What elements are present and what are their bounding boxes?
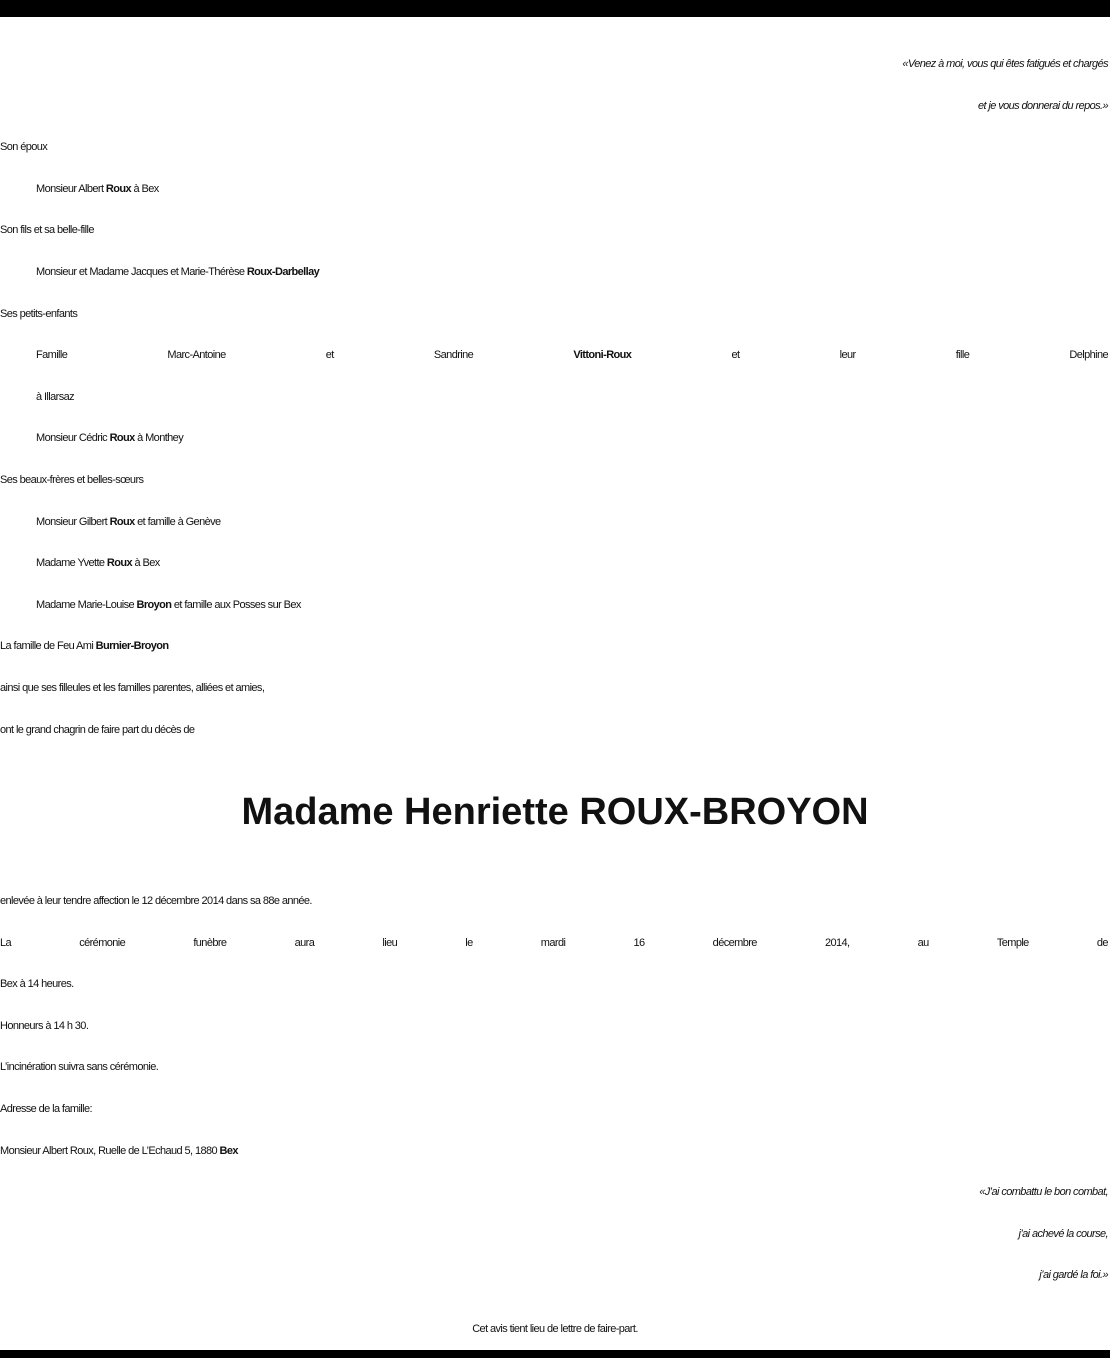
inlaw-3-suffix: et famille aux Posses sur Bex [173,598,301,611]
ceremony-word: cérémonie [79,936,126,949]
inlaw-1-prefix: Monsieur Gilbert [36,515,108,528]
grandchild-1-word: fille [955,349,970,362]
ceremony-word: aura [294,936,315,949]
address-text: Monsieur Albert Roux, Ruelle de L’Echaud 5, 1880 [0,1144,218,1157]
late-family-entry [0,626,1110,668]
grandchild-1-word: Marc-Antoine [167,349,226,362]
spouse-surname: Roux [105,182,132,195]
inlaw-1-entry [0,502,1110,544]
grandchildren-heading: Ses petits-enfants [0,307,78,320]
ceremony-word: de [1096,936,1108,949]
inlaw-3-prefix: Madame Marie-Louise [36,598,135,611]
grandchild-1-word: et [731,349,740,362]
inlaws-heading: Ses beaux-frères et belles-sœurs [0,473,144,486]
grandchild-1-surname: Vittoni-Roux [573,349,632,362]
late-family-surname: Burnier-Broyon [95,640,169,653]
ceremony-word: 16 [633,936,645,949]
cremation-note: L’incinération suivra sans cérémonie. [0,1061,159,1074]
inlaw-1-surname: Roux [109,515,135,528]
spouse-heading: Son époux [0,141,48,154]
son-heading: Son fils et sa belle-fille [0,224,94,237]
ceremony-word: 2014, [824,936,850,949]
late-family-prefix: La famille de Feu Ami [0,640,94,653]
address-town: Bex [219,1144,238,1157]
grandchild-2-suffix: à Monthey [137,432,184,445]
inlaw-1-suffix: et famille à Genève [137,515,221,528]
grandchild-1-word: Famille [36,349,68,362]
grandchild-1-word: Delphine [1069,349,1108,362]
closing-spacer [0,1297,1110,1309]
other-relatives: ainsi que ses filleules et les familles parentes, alliées et amies, [0,681,265,694]
grandchild-2-entry [0,418,1110,460]
son-entry [0,252,1110,294]
spouse-entry [0,169,1110,211]
honours-time: Honneurs à 14 h 30. [0,1019,89,1032]
ceremony-word: mardi [540,936,566,949]
inlaw-2-prefix: Madame Yvette [36,557,105,570]
ceremony-word: La [0,936,12,949]
grandchild-1-continuation: à Illarsaz [36,390,75,403]
closing-quote-line-2: j’ai achevé la course, [1018,1227,1108,1240]
grandchild-1-word: Sandrine [433,349,474,362]
death-details: enlevée à leur tendre affection le 12 décembre 2014 dans sa 88e année. [0,895,312,908]
obituary-notice [0,44,1110,1351]
inlaw-2-entry [0,543,1110,585]
ceremony-word: décembre [712,936,757,949]
ceremony-word: le [465,936,473,949]
inlaw-2-surname: Roux [106,557,133,570]
spouse-suffix: à Bex [133,182,159,195]
ceremony-word: au [917,936,929,949]
ceremony-details [0,923,1110,965]
grandchild-2-surname: Roux [109,432,135,445]
grandchild-1-entry [0,335,1110,377]
deceased-name: Madame Henriette ROUX-BROYON [241,791,869,834]
grandchild-1-word: et [325,349,334,362]
closing-note: Cet avis tient lieu de lettre de faire-part. [472,1323,638,1336]
opening-quote-line-1: «Venez à moi, vous qui êtes fatigués et chargés [902,58,1108,70]
family-address [0,1131,1110,1173]
inlaw-3-entry [0,585,1110,627]
ceremony-continuation: Bex à 14 heures. [0,978,74,991]
son-prefix: Monsieur et Madame Jacques et Marie-Thérèse [36,265,245,278]
ceremony-word: funèbre [193,936,227,949]
opening-quote-line-2: et je vous donnerai du repos.» [978,99,1108,112]
ceremony-word: Temple [996,936,1029,949]
spouse-prefix: Monsieur Albert [36,182,104,195]
ceremony-word: lieu [382,936,398,949]
bottom-rule [0,1350,1110,1358]
inlaw-3-surname: Broyon [136,598,172,611]
grandchild-2-prefix: Monsieur Cédric [36,432,108,445]
address-heading: Adresse de la famille: [0,1103,92,1116]
top-rule [0,0,1110,17]
son-surname: Roux-Darbellay [246,265,320,278]
closing-quote-line-1: «J’ai combattu le bon combat, [979,1186,1108,1199]
closing-quote-line-3: j’ai gardé la foi.» [1039,1269,1108,1282]
inlaw-2-suffix: à Bex [134,557,160,570]
announcement-text: ont le grand chagrin de faire part du décès de [0,723,195,736]
grandchild-1-word: leur [839,349,856,362]
